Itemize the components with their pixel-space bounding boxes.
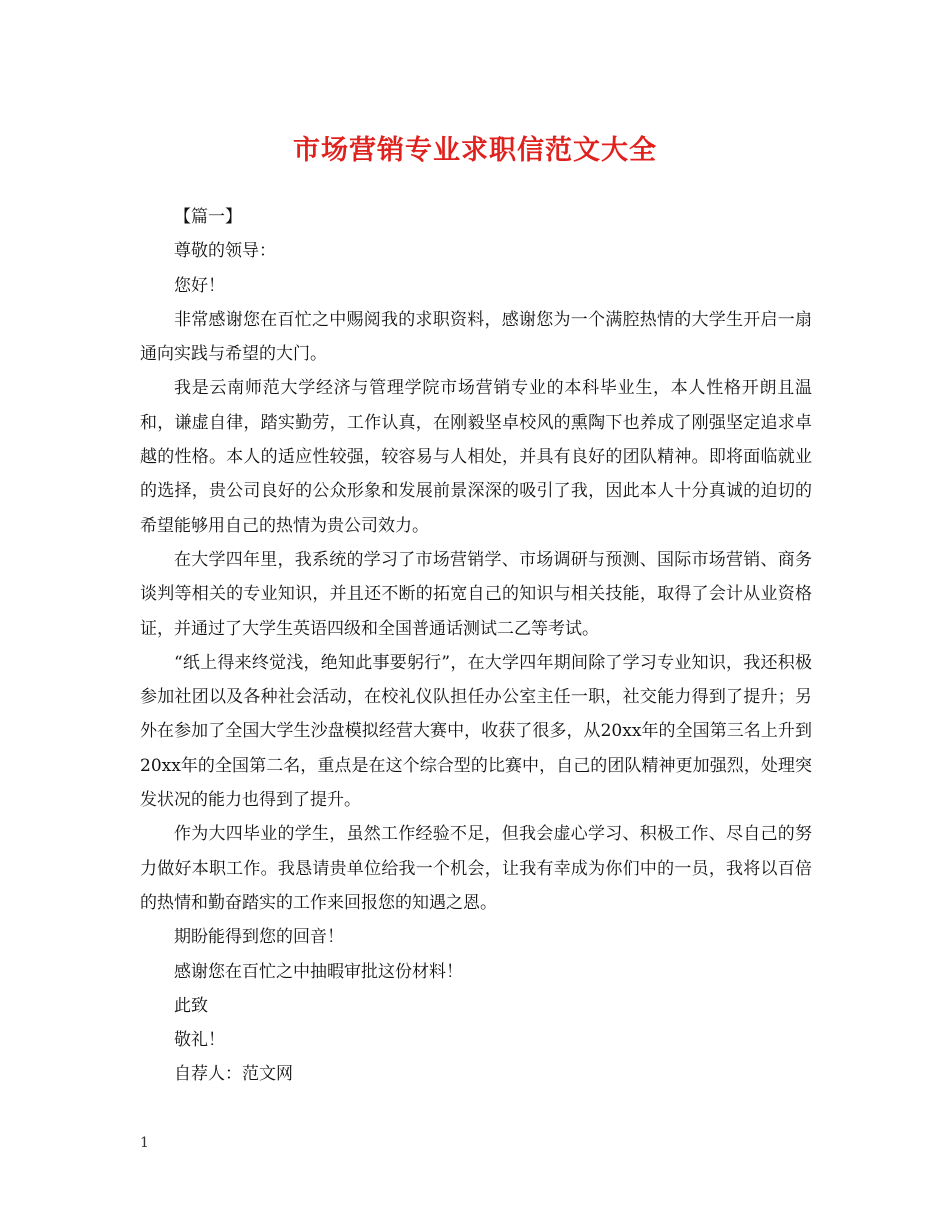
greeting: 您好！ xyxy=(174,275,225,296)
salutation: 尊敬的领导： xyxy=(174,241,276,262)
signature-line: 自荐人：范文网 xyxy=(174,1064,293,1085)
body-paragraph: 我是云南师范大学经济与管理学院市场营销专业的本科毕业生，本人性格开朗且温和，谦虚自律，踏实勤劳，工作认真，在刚毅坚卓校风的熏陶下也养成了刚强坚定追求卓越的性格。本人的适应性较强，较容易与人相处，并具有良好的团队精神。即将面临就业的选择，贵公司良好的公众形象和发展前景深深的吸引了我，因此本人十分真诚的迫切的希望能够用自己的热情为贵公司效力。 xyxy=(140,378,812,536)
document-body xyxy=(140,200,812,1092)
body-paragraph: 作为大四毕业的学生，虽然工作经验不足，但我会虚心学习、积极工作、尽自己的努力做好本职工作。我恳请贵单位给我一个机会，让我有幸成为你们中的一员，我将以百倍的热情和勤奋踏实的工作来回报您的知遇之恩。 xyxy=(140,824,812,913)
document-title: 市场营销专业求职信范文大全 xyxy=(293,135,657,166)
body-paragraph: “纸上得来终觉浅，绝知此事要躬行”，在大学四年期间除了学习专业知识，我还积极参加社团以及各种社会活动，在校礼仪队担任办公室主任一职，社交能力得到了提升；另外在参加了全国大学生沙盘模拟经营大赛中，收获了很多，从20xx年的全国第三名上升到20xx年的全国第二名，重点是在这个综合型的比赛中，自己的团队精神更加强烈，处理突发状况的能力也得到了提升。 xyxy=(140,652,812,811)
page-number: 1 xyxy=(140,1135,149,1151)
body-paragraph: 在大学四年里，我系统的学习了市场营销学、市场调研与预测、国际市场营销、商务谈判等相关的专业知识，并且还不断的拓宽自己的知识与相关技能，取得了会计从业资格证，并通过了大学生英语四级和全国普通话测试二乙等考试。 xyxy=(140,549,812,639)
section-heading: 【篇一】 xyxy=(174,207,242,227)
closing-line: 感谢您在百忙之中抽暇审批这份材料！ xyxy=(174,961,463,982)
closing-line: 期盼能得到您的回音！ xyxy=(174,927,344,948)
closing-line: 此致 xyxy=(174,995,208,1016)
body-paragraph: 非常感谢您在百忙之中赐阅我的求职资料，感谢您为一个满腔热情的大学生开启一扇通向实践与希望的大门。 xyxy=(140,309,812,365)
closing-line: 敬礼！ xyxy=(174,1030,225,1051)
